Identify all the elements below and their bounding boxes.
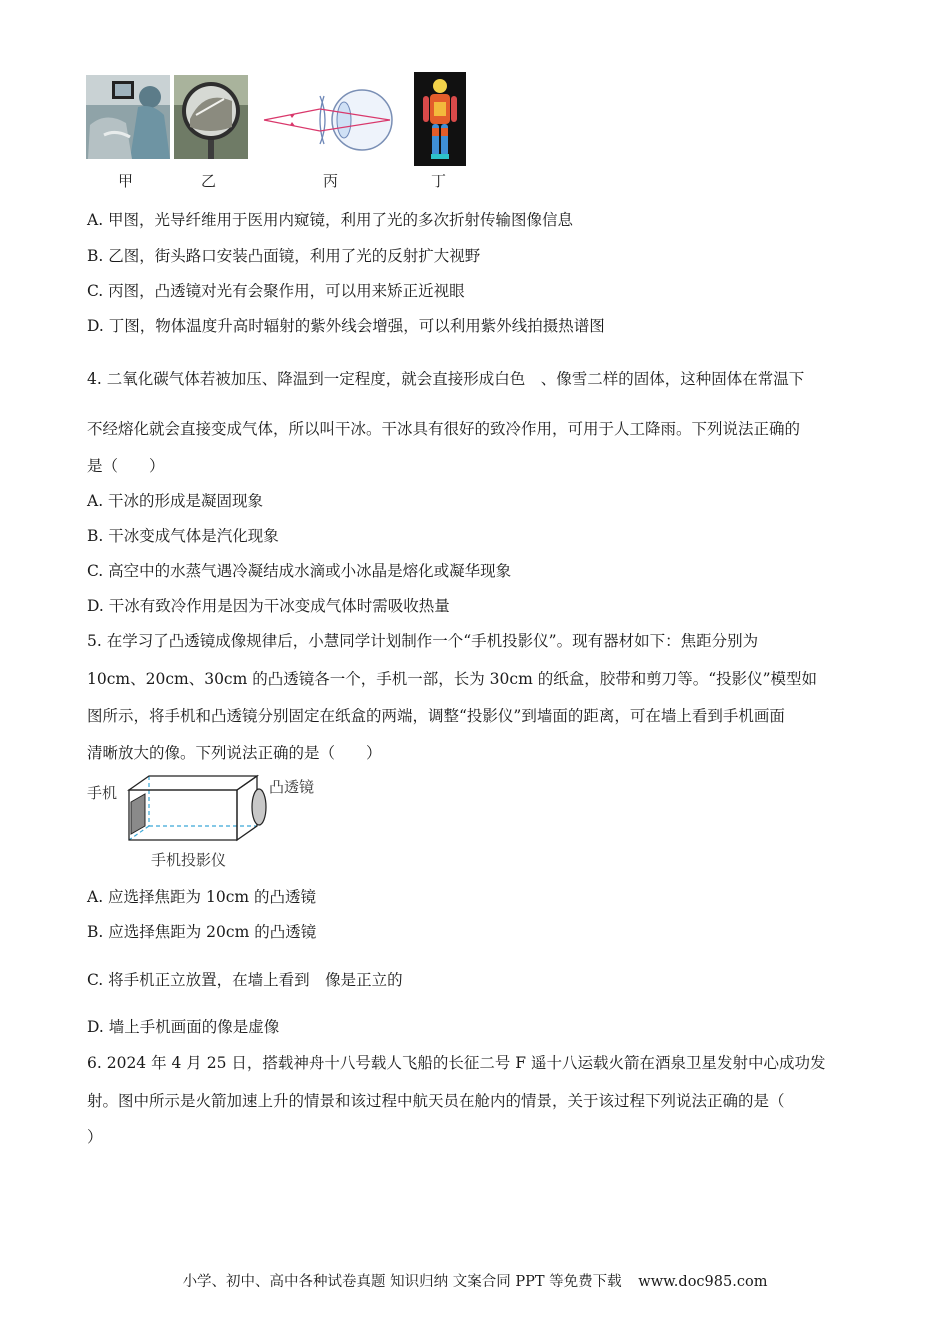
q3-figure-row (86, 72, 486, 192)
q4-stem-line-1: 4. 二氧化碳气体若被加压、降温到一定程度，就会直接形成白色 、像雪二样的固体，这种固体在常温下 (87, 370, 805, 388)
figure-caption-bing: 丙 (323, 172, 339, 190)
q3-option-b: B. 乙图，街头路口安装凸面镜，利用了光的反射扩大视野 (87, 247, 481, 265)
figure-caption-yi: 乙 (201, 172, 217, 190)
figure-caption-ding: 丁 (431, 172, 447, 190)
page-footer (0, 1270, 950, 1291)
figure-caption-jia: 甲 (118, 172, 134, 190)
q5-stem-line-4: 清晰放大的像。下列说法正确的是（ ） (87, 744, 382, 762)
thermal-body-image-icon (414, 72, 466, 166)
q5-option-a: A. 应选择焦距为 10cm 的凸透镜 (87, 888, 317, 906)
diagram-caption: 手机投影仪 (151, 851, 227, 869)
phone-label: 手机 (87, 784, 118, 802)
q4-option-a: A. 干冰的形成是凝固现象 (87, 492, 264, 510)
q6-stem-line-3: ） (87, 1128, 103, 1146)
q4-stem-line-2: 不经熔化就会直接变成气体，所以叫干冰。干冰具有很好的致冷作用，可用于人工降雨。下列说法正确的 (87, 420, 801, 438)
convex-lens-label: 凸透镜 (269, 778, 315, 796)
convex-mirror-photo-icon (174, 75, 248, 159)
q5-stem-line-2: 10cm、20cm、30cm 的凸透镜各一个，手机一部，长为 30cm 的纸盒，胶带和剪刀等。“投影仪”模型如 (87, 670, 818, 688)
eye-lens-diagram-icon (262, 80, 394, 160)
q5-stem-line-1: 5. 在学习了凸透镜成像规律后，小慧同学计划制作一个“手机投影仪”。现有器材如下：焦距分别为 (87, 632, 759, 650)
q3-option-d: D. 丁图，物体温度升高时辐射的紫外线会增强，可以利用紫外线拍摄热谱图 (87, 317, 605, 335)
footer-site-link[interactable]: www.doc985.com (638, 1274, 768, 1290)
q4-option-d: D. 干冰有致冷作用是因为干冰变成气体时需吸收热量 (87, 597, 450, 615)
q5-stem-line-3: 图所示，将手机和凸透镜分别固定在纸盒的两端，调整“投影仪”到墙面的距离，可在墙上看到手机画面 (87, 707, 785, 725)
footer-text: 小学、初中、高中各种试卷真题 知识归纳 文案合同 PPT 等免费下载 (182, 1274, 622, 1290)
q5-option-d: D. 墙上手机画面的像是虚像 (87, 1018, 280, 1036)
q6-stem-line-2: 射。图中所示是火箭加速上升的情景和该过程中航天员在舱内的情景，关于该过程下列说法正确的是（ (87, 1092, 785, 1110)
q5-option-c: C. 将手机正立放置，在墙上看到 像是正立的 (87, 971, 403, 989)
q4-option-c: C. 高空中的水蒸气遇冷凝结成水滴或小冰晶是熔化或凝华现象 (87, 562, 512, 580)
phone-projector-diagram (87, 770, 347, 876)
q3-option-c: C. 丙图，凸透镜对光有会聚作用，可以用来矫正近视眼 (87, 282, 465, 300)
q4-stem-line-3: 是（ ） (87, 457, 165, 475)
q5-option-b: B. 应选择焦距为 20cm 的凸透镜 (87, 923, 317, 941)
q6-stem-line-1: 6. 2024 年 4 月 25 日，搭载神舟十八号载人飞船的长征二号 F 遥十八运载火箭在酒泉卫星发射中心成功发 (87, 1054, 826, 1072)
endoscope-photo-icon (86, 75, 170, 159)
q3-option-a: A. 甲图，光导纤维用于医用内窥镜，利用了光的多次折射传输图像信息 (87, 211, 574, 229)
q4-option-b: B. 干冰变成气体是汽化现象 (87, 527, 279, 545)
